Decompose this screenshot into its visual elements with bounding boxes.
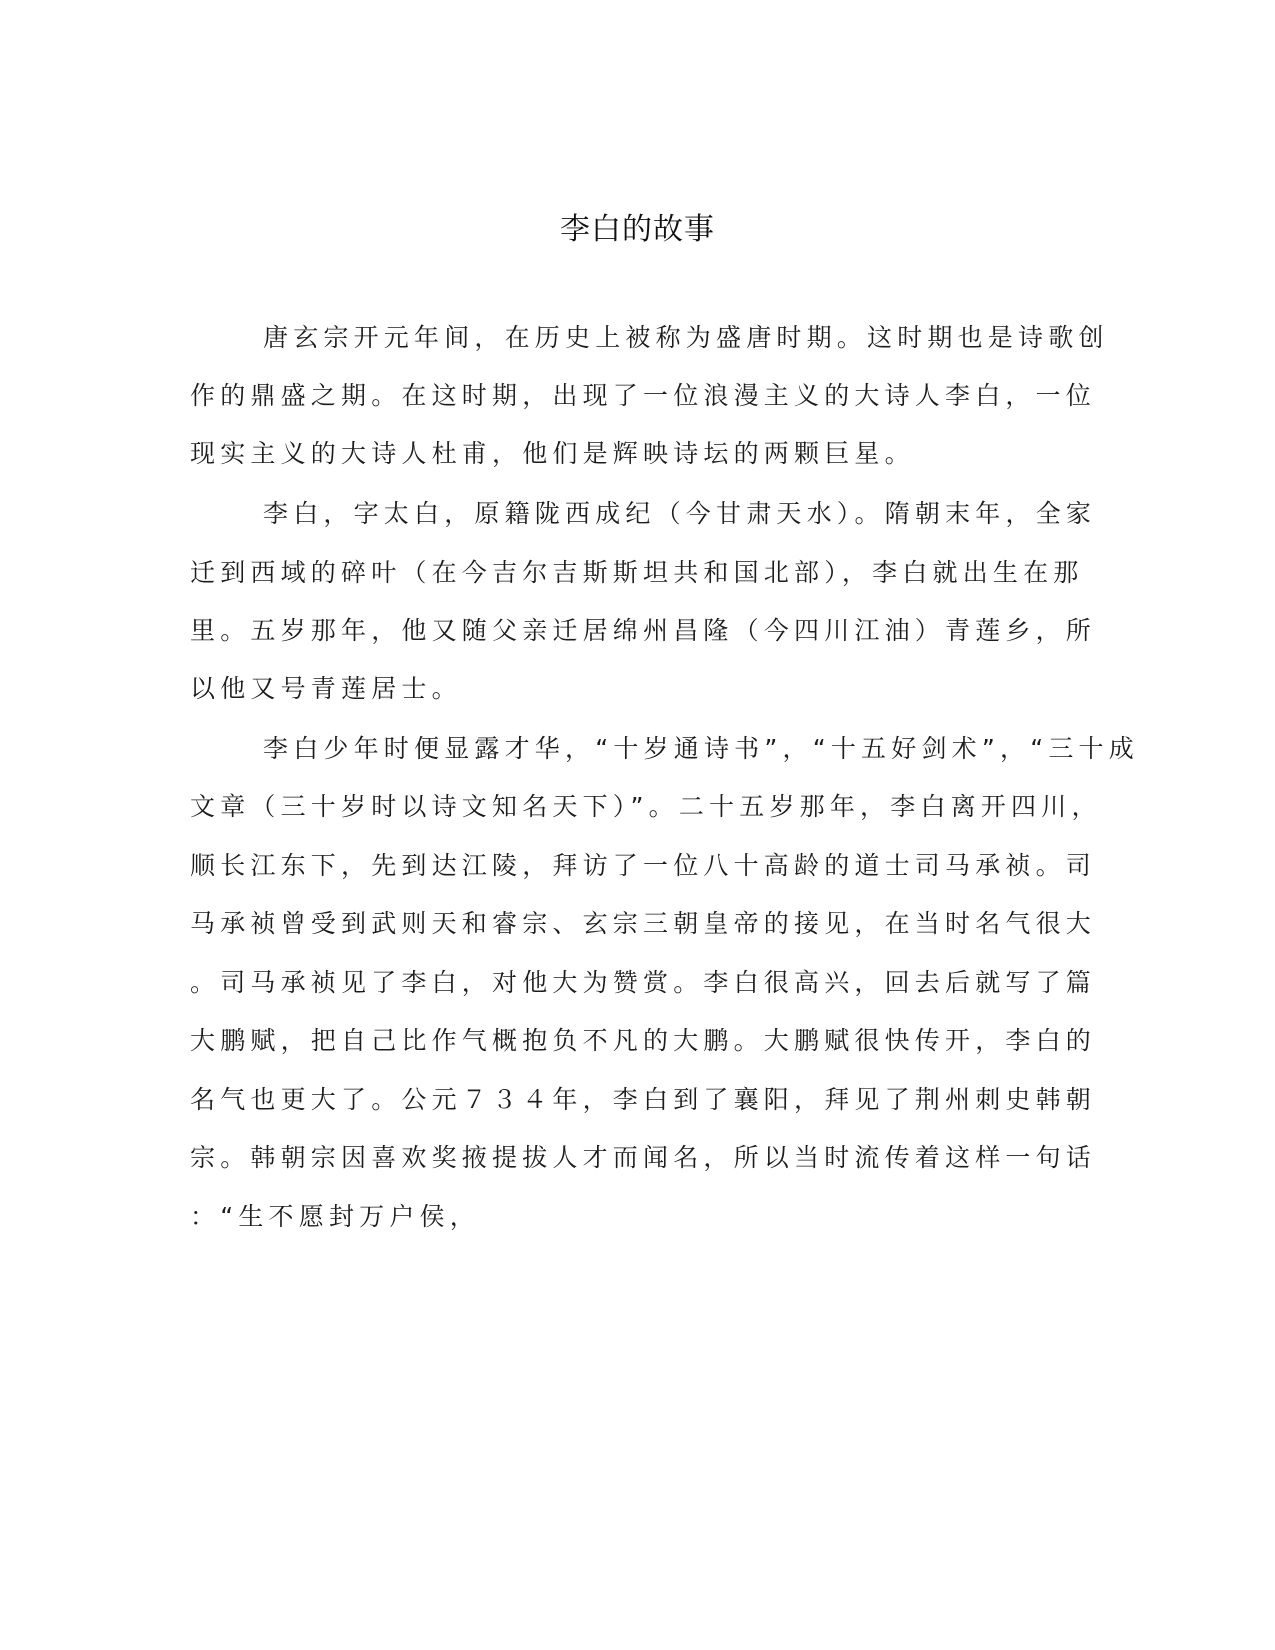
paragraph-2-line-2: 迁到西域的碎叶（在今吉尔吉斯斯坦共和国北部），李白就出生在那 <box>190 558 1084 587</box>
paragraph-3-line-3: 顺长江东下，先到达江陵，拜访了一位八十高龄的道士司马承祯。司 <box>190 851 1097 880</box>
paragraph-2-line-1: 李白，字太白，原籍陇西成纪（今甘肃天水）。隋朝末年，全家 <box>263 499 1097 528</box>
document-title: 李白的故事 <box>560 212 715 247</box>
paragraph-3-line-6: 大鹏赋，把自己比作气概抱负不凡的大鹏。大鹏赋很快传开，李白的 <box>190 1026 1097 1055</box>
paragraph-3-line-2: 文章（三十岁时以诗文知名天下）”。二十五岁那年，李白离开四川， <box>190 792 1102 821</box>
paragraph-3-line-8: 宗。韩朝宗因喜欢奖掖提拔人才而闻名，所以当时流传着这样一句话 <box>190 1143 1097 1172</box>
paragraph-1-line-3: 现实主义的大诗人杜甫，他们是辉映诗坛的两颗巨星。 <box>190 439 915 468</box>
paragraph-1-line-2: 作的鼎盛之期。在这时期，出现了一位浪漫主义的大诗人李白，一位 <box>190 381 1097 410</box>
paragraph-2-line-4: 以他又号青莲居士。 <box>190 674 462 703</box>
paragraph-1-line-1: 唐玄宗开元年间，在历史上被称为盛唐时期。这时期也是诗歌创 <box>263 323 1109 352</box>
paragraph-3-line-7: 名气也更大了。公元７３４年，李白到了襄阳，拜见了荆州刺史韩朝 <box>190 1085 1097 1114</box>
paragraph-3-line-9: ：“生不愿封万户侯， <box>190 1202 480 1231</box>
paragraph-2-line-3: 里。五岁那年，他又随父亲迁居绵州昌隆（今四川江油）青莲乡，所 <box>190 616 1097 645</box>
paragraph-3-line-4: 马承祯曾受到武则天和睿宗、玄宗三朝皇帝的接见，在当时名气很大 <box>190 909 1097 938</box>
paragraph-3-line-1: 李白少年时便显露才华，“十岁通诗书”，“十五好剑术”，“三十成 <box>263 734 1139 763</box>
paragraph-3-line-5: 。司马承祯见了李白，对他大为赞赏。李白很高兴，回去后就写了篇 <box>190 968 1097 997</box>
